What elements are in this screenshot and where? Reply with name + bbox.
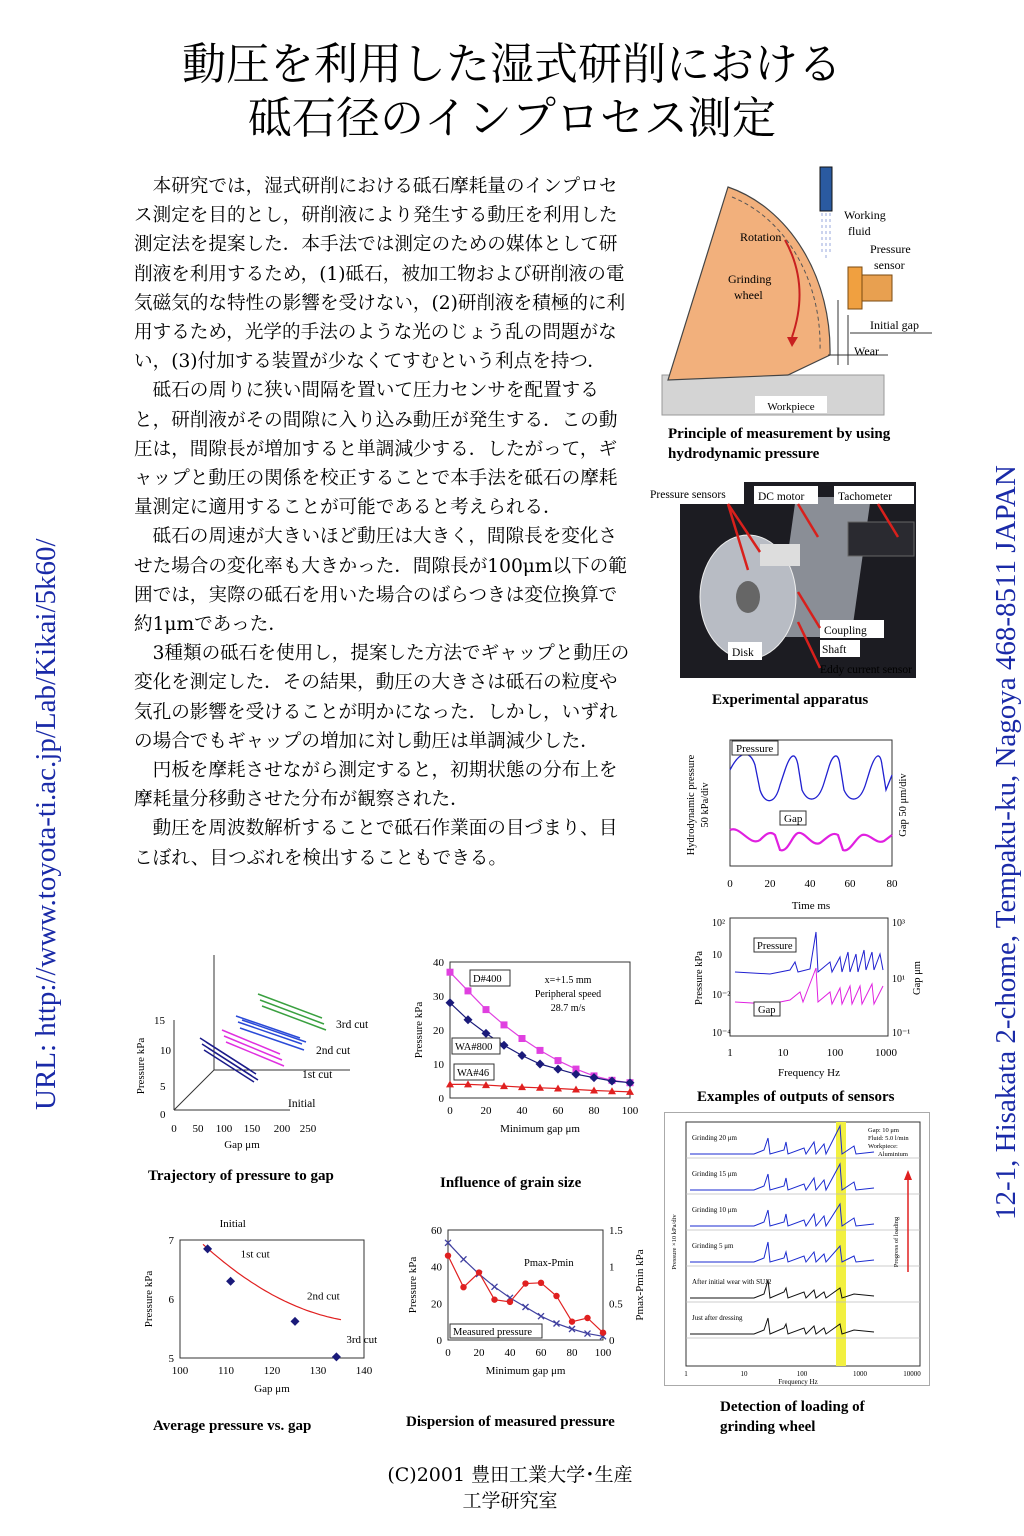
trajectory-chart <box>130 950 380 1160</box>
x-tick: 40 <box>516 1105 528 1117</box>
y-tick: 30 <box>433 991 444 1003</box>
y-label: Pressure kPa <box>407 1256 419 1314</box>
x-tick: 20 <box>764 878 776 890</box>
data-point <box>465 987 472 994</box>
x-label: Minimum gap μm <box>500 1123 580 1135</box>
coupling-label: Coupling <box>824 625 867 637</box>
2nd-cut-label: 2nd cut <box>316 1045 351 1057</box>
grain-size-chart <box>410 952 650 1152</box>
rotation-label: Rotation <box>740 230 782 244</box>
x-tick: 120 <box>263 1365 281 1377</box>
y2-label: Gap 50 μm/div <box>898 773 909 837</box>
eddy-sensor-label: Eddy current sensor <box>820 664 912 676</box>
y2-tick: 1 <box>609 1261 615 1274</box>
data-point <box>507 1299 513 1305</box>
x-tick: 110 <box>217 1365 235 1377</box>
x-tick: 80 <box>886 878 898 890</box>
x-tick: 0 <box>727 878 733 890</box>
3rd-cut-label: 3rd cut <box>336 1019 369 1031</box>
shaft-label: Shaft <box>822 644 847 656</box>
disk-hub <box>736 581 760 613</box>
y-label: Pressure kPa <box>135 1037 147 1095</box>
paragraph: 動圧を周波数解析することで砥石作業面の目づまり、目こぼれ、目つぶれを検出することもできる。 <box>134 818 618 869</box>
x-tick: 100 <box>796 1370 808 1378</box>
x-tick: 80 <box>588 1105 600 1117</box>
loading-caption <box>720 1397 865 1437</box>
legend-line: Fluid: 5.0 l/min <box>868 1135 909 1142</box>
paragraph: 本研究では，湿式研削における砥石摩耗量のインプロセス測定を目的とし，研削液により発生する動圧を利用した測定法を提案した．本手法では測定のための媒体として研削液を利用するため，(1)砥石，被加工物および研削液の電気磁気的な特性の影響を受けない，(2)研削液を積極的に利用するため，光学的手法のような光のじょう乱の問題がない，(3)付加する装置が少なくてすむという利点を持つ． <box>134 176 626 373</box>
data-point <box>501 1021 508 1028</box>
y-tick: 10² <box>712 918 725 929</box>
trace-label: Grinding 20 μm <box>692 1134 737 1142</box>
data-point <box>491 1296 497 1302</box>
pressure-sensor-body <box>862 275 892 301</box>
y-label: Pressure kPa <box>694 951 705 1005</box>
series-label: D#400 <box>473 974 502 985</box>
average-pressure-caption: Average pressure vs. gap <box>153 1418 312 1434</box>
gap-label: Gap <box>758 1005 776 1016</box>
data-point <box>553 1293 559 1299</box>
y-label: Pressure ×10 kPa/div <box>671 1214 678 1270</box>
y2-tick: 1.5 <box>609 1225 623 1237</box>
y-tick: 0 <box>438 1093 444 1105</box>
x-tick: 250 <box>299 1123 317 1135</box>
x-tick: 40 <box>504 1347 516 1359</box>
y-tick: 10 <box>712 950 722 961</box>
x-tick: 20 <box>480 1105 492 1117</box>
principle-diagram <box>660 165 935 417</box>
trajectory-caption: Trajectory of pressure to gap <box>148 1168 334 1184</box>
trace-label: Grinding 15 μm <box>692 1170 737 1178</box>
caption-line: hydrodynamic pressure <box>668 446 820 462</box>
outputs-caption: Examples of outputs of sensors <box>697 1089 895 1105</box>
y-tick: 0 <box>160 1109 166 1121</box>
working-fluid-label-2: fluid <box>848 224 871 238</box>
legend-line: Workpiece: <box>868 1143 898 1150</box>
x-tick: 10 <box>740 1370 748 1378</box>
pressure-label: Pressure <box>736 743 774 755</box>
y-label: Pressure kPa <box>413 1001 425 1059</box>
trace-label: After initial wear with SUJ2 <box>692 1278 772 1286</box>
y-tick: 60 <box>431 1225 442 1237</box>
x-tick: 100 <box>621 1105 639 1117</box>
data-point <box>600 1329 606 1335</box>
x-tick: 80 <box>566 1347 578 1359</box>
x-tick: 1000 <box>875 1047 897 1059</box>
caption-line: grinding wheel <box>720 1419 816 1435</box>
series-label: Pmax-Pmin <box>524 1258 574 1269</box>
dc-motor-label: DC motor <box>758 491 805 503</box>
time-output-chart <box>680 735 920 915</box>
paragraph: 3種類の砥石を使用し，提案した方法でギャップと動圧の変化を測定した．その結果，動圧の大きさは砥石の粒度や気孔の影響を受けることが明かになった．しかし，いずれの場合でもギャップの増加に対し動圧は単調減少した． <box>134 643 630 752</box>
plot-frame <box>730 740 892 866</box>
x-tick: 140 <box>355 1365 373 1377</box>
dispersion-chart <box>404 1220 654 1396</box>
x-label: Frequency Hz <box>777 1067 841 1079</box>
average-pressure-chart <box>140 1217 380 1410</box>
motor-body <box>848 522 914 556</box>
x-tick: 130 <box>309 1365 327 1377</box>
y-tick: 7 <box>168 1235 174 1247</box>
y-tick: 10 <box>433 1059 444 1071</box>
trace-label: Grinding 5 μm <box>692 1242 734 1250</box>
y-tick: 40 <box>431 1261 442 1274</box>
x-label: Frequency Hz <box>778 1378 818 1386</box>
y2-label: Gap μm <box>912 961 923 995</box>
freq-output-chart <box>690 912 930 1082</box>
nozzle <box>820 167 832 211</box>
point-label: 2nd cut <box>307 1290 340 1303</box>
3rd-cut-trajectory <box>258 994 326 1030</box>
annotation-line: Peripheral speed <box>534 989 602 1000</box>
plot-frame <box>730 918 888 1036</box>
y-tick: 6 <box>168 1294 174 1306</box>
y-tick: 20 <box>433 1025 444 1037</box>
annotation-line: x=+1.5 mm <box>544 975 592 986</box>
x-tick: 100 <box>826 1047 844 1059</box>
1st-cut-label: 1st cut <box>302 1069 333 1081</box>
y2-tick: 10⁻¹ <box>892 1028 911 1039</box>
initial-label: Initial <box>288 1098 316 1110</box>
disk-label: Disk <box>732 647 754 659</box>
y-tick: 10⁻² <box>712 990 731 1001</box>
x-label: Time ms <box>791 900 831 912</box>
progress-label: Progress of loading <box>893 1216 900 1268</box>
axis <box>174 1070 214 1110</box>
y-tick: 0 <box>436 1335 442 1347</box>
pressure-sensor-shape <box>848 267 862 309</box>
x-tick: 10000 <box>903 1370 921 1378</box>
x-tick: 100 <box>171 1365 189 1377</box>
paragraph: 砥石の周速が大きいほど動圧は大きく，間隙長を変化させた場合の変化率も大きかった．間隙長が100μm以下の範囲では，実際の砥石を用いた場合のばらつきは変位換算で約1μmであった． <box>134 526 627 636</box>
grinding-wheel-label: Grinding <box>728 272 772 286</box>
poster-title <box>0 38 1024 146</box>
dispersion-caption: Dispersion of measured pressure <box>406 1414 615 1430</box>
data-point <box>569 1318 575 1324</box>
wear-label: Wear <box>854 344 880 358</box>
legend-line: Aluminium <box>878 1151 908 1158</box>
y-tick: 40 <box>433 957 444 969</box>
legend-line: Gap: 10 μm <box>868 1127 899 1134</box>
x-tick: 0 <box>447 1105 453 1117</box>
point-label: 1st cut <box>240 1248 270 1261</box>
data-point <box>584 1315 590 1321</box>
data-point <box>555 1057 562 1064</box>
series-label: WA#800 <box>455 1042 493 1053</box>
tachometer-label: Tachometer <box>838 491 893 503</box>
grinding-wheel-label-2: wheel <box>734 288 763 302</box>
apparatus-photo <box>648 482 934 680</box>
y-label: Pressure kPa <box>143 1270 155 1328</box>
grain-size-caption: Influence of grain size <box>440 1175 582 1191</box>
x-tick: 60 <box>552 1105 564 1117</box>
data-point <box>476 1269 482 1275</box>
caption-line: Detection of loading of <box>720 1399 865 1415</box>
point-label: Initial <box>219 1217 246 1230</box>
y-tick: 5 <box>168 1353 174 1365</box>
trace-label: Just after dressing <box>692 1314 743 1322</box>
x-tick: 1 <box>727 1047 733 1059</box>
y-tick: 10⁻⁴ <box>712 1028 731 1039</box>
data-point <box>537 1047 544 1054</box>
x-label: Minimum gap μm <box>485 1365 566 1377</box>
x-tick: 60 <box>535 1347 547 1359</box>
data-point <box>447 969 454 976</box>
pressure-sensor-label: Pressure <box>870 242 911 256</box>
data-point <box>483 1006 490 1013</box>
data-point <box>538 1280 544 1286</box>
y-tick: 15 <box>154 1015 165 1027</box>
workpiece-label: Workpiece <box>767 401 815 413</box>
x-tick: 150 <box>243 1123 261 1135</box>
footer-line: 工学研究室 <box>462 1490 558 1512</box>
x-tick: 40 <box>804 878 816 890</box>
title-line-1: 動圧を利用した湿式研削における <box>182 39 842 90</box>
paragraph: 円板を摩耗させながら測定すると，初期状態の分布上を摩耗量分移動させた分布が観察された． <box>134 760 618 811</box>
series-label: WA#46 <box>457 1068 490 1079</box>
x-tick: 0 <box>445 1347 451 1359</box>
x-tick: 100 <box>215 1123 233 1135</box>
x-tick: 200 <box>273 1123 291 1135</box>
x-tick: 0 <box>171 1123 177 1135</box>
y2-tick: 10¹ <box>892 974 905 985</box>
pressure-sensor-label-2: sensor <box>874 258 905 272</box>
principle-caption <box>668 424 968 464</box>
x-tick: 20 <box>473 1347 485 1359</box>
footer-line: (C)2001 豊田工業大学･生産 <box>387 1464 633 1486</box>
pressure-sensors-label: Pressure sensors <box>650 489 726 501</box>
x-label: Gap μm <box>224 1139 260 1151</box>
sensor-block <box>760 544 800 566</box>
apparatus-caption: Experimental apparatus <box>712 692 869 708</box>
y2-tick: 0 <box>609 1335 615 1347</box>
x-tick: 50 <box>192 1123 204 1135</box>
data-point <box>460 1284 466 1290</box>
x-tick: 1 <box>684 1370 688 1378</box>
title-line-2: 砥石径のインプロセス測定 <box>248 93 776 144</box>
point-label: 3rd cut <box>346 1333 378 1346</box>
x-tick: 100 <box>594 1347 612 1359</box>
address-text: 12-1, Hisakata 2-chome, Tempaku-ku, Nagoya 468-8511 JAPAN <box>990 465 1022 1220</box>
y-tick: 20 <box>431 1298 442 1311</box>
initial-gap-label: Initial gap <box>870 318 919 332</box>
y2-tick: 0.5 <box>609 1298 623 1311</box>
y-label-2: 50 kPa/div <box>700 782 711 828</box>
paragraph: 砥石の周りに狭い間隔を置いて圧力センサを配置すると，研削液がその間隙に入り込み動圧が発生する．この動圧は，間隙長が増加すると単調減少する．したがって，ギャップと動圧の関係を校正することで本手法を砥石の摩耗量測定に適用することが可能であると考えられる． <box>134 380 618 519</box>
footer <box>340 1462 680 1514</box>
pressure-label: Pressure <box>757 941 793 952</box>
gap-label: Gap <box>784 813 803 825</box>
url-text[interactable]: URL: http://www.toyota-ti.ac.jp/Lab/Kikai/5k60/ <box>30 538 62 1110</box>
x-tick: 60 <box>844 878 856 890</box>
x-label: Gap μm <box>254 1383 290 1395</box>
caption-line: Principle of measurement by using <box>668 426 891 442</box>
working-fluid-label: Working <box>844 208 886 222</box>
trace-label: Grinding 10 μm <box>692 1206 737 1214</box>
y2-tick: 10³ <box>892 918 905 929</box>
annotation-line: 28.7 m/s <box>550 1003 586 1014</box>
y2-label: Pmax-Pmin kPa <box>634 1249 646 1321</box>
series-label: Measured pressure <box>453 1327 533 1338</box>
data-point <box>519 1035 526 1042</box>
data-point <box>522 1280 528 1286</box>
y-label: Hydrodynamic pressure <box>686 754 697 856</box>
y-tick: 10 <box>160 1045 171 1057</box>
body-text <box>134 172 634 873</box>
data-point <box>445 1252 451 1258</box>
loading-chart <box>664 1112 930 1386</box>
x-tick: 10 <box>777 1047 789 1059</box>
x-tick: 1000 <box>853 1370 867 1378</box>
y-tick: 5 <box>160 1081 166 1093</box>
